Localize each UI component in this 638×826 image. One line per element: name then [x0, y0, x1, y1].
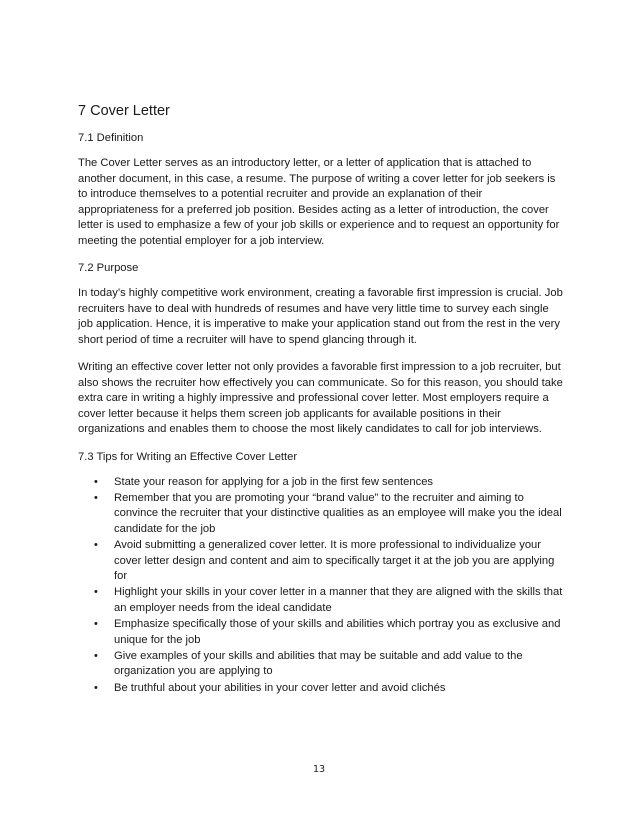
tips-heading: 7.3 Tips for Writing an Effective Cover Letter — [78, 450, 298, 463]
list-item — [94, 475, 564, 490]
tip-text: Avoid submitting a generalized cover letter. It is more professional to individualize your cover letter design and content and aim to specifically target it at the job you are applying for — [114, 539, 555, 582]
bullet-icon: • — [94, 649, 98, 662]
bullet-icon: • — [94, 475, 98, 488]
bullet-icon: • — [94, 491, 98, 504]
page-number: 13 — [312, 764, 326, 775]
bullet-icon: • — [94, 586, 98, 599]
list-item — [94, 681, 564, 696]
list-item — [94, 538, 564, 584]
purpose-paragraph-2: Writing an effective cover letter not only provides a favorable first impression to a job recruiter, but also shows the recruiter how effectively you can communicate. So for this reason, you should take extra care in writing a highly impressive and professional cover letter. Most employers require a cover letter because it helps them screen job applicants for available positions in their organizations and enables them to choose the most likely candidates to call for job interviews. — [78, 361, 563, 435]
definition-heading: 7.1 Definition — [78, 132, 144, 144]
bullet-icon: • — [94, 681, 98, 694]
list-item — [94, 491, 564, 537]
list-item — [94, 617, 564, 648]
bullet-icon: • — [94, 618, 98, 631]
section-title: 7 Cover Letter — [78, 103, 170, 119]
tip-text: Give examples of your skills and abilities that may be suitable and add value to the organization you are applying to — [114, 649, 523, 678]
tip-text: Emphasize specifically those of your skills and abilities which portray you as exclusive and unique for the job — [114, 618, 561, 646]
list-item — [94, 649, 564, 680]
purpose-heading: 7.2 Purpose — [78, 262, 139, 274]
tip-text: Remember that you are promoting your “brand value” to the recruiter and aiming to convince the recruiter that your distinctive qualities as an employee will make you the ideal candidate for the job — [114, 491, 562, 535]
bullet-icon: • — [94, 539, 98, 552]
list-item — [94, 585, 564, 616]
tip-text: Highlight your skills in your cover letter in a manner that they are aligned with the skills that an employer needs from the ideal candidate — [114, 586, 563, 614]
purpose-paragraph-1: In today’s highly competitive work environment, creating a favorable first impression is crucial. Job recruiters have to deal with hundreds of resumes and have very little time to survey each single job application. Hence, it is imperative to make your application stand out from the rest in the very short period of time a recruiter will have to spend glancing through it. — [78, 287, 563, 346]
page-content — [78, 102, 564, 697]
definition-paragraph: The Cover Letter serves as an introductory letter, or a letter of application that is attached to another document, in this case, a resume. The purpose of writing a cover letter for job seekers is to introduce themselves to a potential recruiter and provide an explanation of their appropriateness for a preferred job position. Besides acting as a letter of introduction, the cover letter is used to emphasize a few of your job skills or experience and to request an opportunity for meeting the potential employer for a job interview. — [78, 157, 560, 247]
tip-text: Be truthful about your abilities in your cover letter and avoid clichés — [114, 681, 446, 694]
tips-list — [78, 475, 564, 697]
tip-text: State your reason for applying for a job in the first few sentences — [114, 475, 434, 488]
